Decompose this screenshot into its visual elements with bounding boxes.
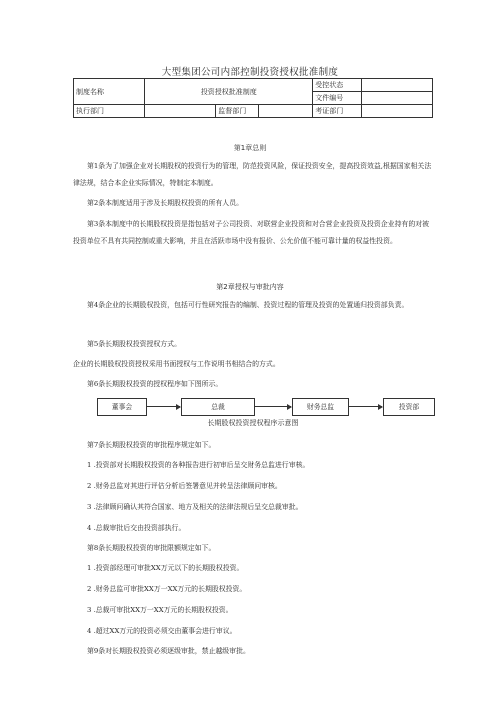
flow-node-cfo: 财务总监 bbox=[292, 398, 349, 416]
flow-node-board: 董事会 bbox=[97, 398, 147, 416]
chapter-2-heading: 第2章授权与审批内容 bbox=[216, 283, 284, 291]
article-1: 第1条为了加强企业对长期股权的投资行为的管理，防范投资风险，保证投资安全，提高投资效益,根据国家相关法律法规，结合本企业实际情况，特制定本制度。 bbox=[73, 162, 432, 187]
flow-arrow bbox=[348, 406, 382, 407]
kaozheng-label: 考证部门 bbox=[313, 105, 362, 118]
jiandu-value bbox=[259, 105, 313, 118]
article-8-item: 1 .投资部经理可审批XX万元以下的长期股权投资。 bbox=[87, 564, 244, 572]
article-3: 第3条本制度中的长期股权投资是指包括对子公司投资、对联营企业投资和对合营企业投资及投资企业持有的对被投资单位不具有共同控制或重大影响，并且在活跃市场中没有报价、公允价值不能可靠计量的权益性投资。 bbox=[73, 220, 430, 245]
shoukong-label: 受控状态 bbox=[313, 79, 362, 92]
zhidu-label: 制度名称 bbox=[74, 79, 145, 105]
article-6: 第6条长期股权投资的授权程序如下图所示。 bbox=[87, 380, 223, 388]
article-7-item: 2 .财务总监对其进行评估分析后签署意见并转呈法律顾问审核。 bbox=[87, 482, 282, 490]
flow-node-president: 总裁 bbox=[181, 398, 255, 416]
flow-arrow bbox=[146, 406, 180, 407]
zhidu-value: 投资授权批准制度 bbox=[145, 79, 313, 105]
wenjian-value bbox=[362, 92, 433, 105]
zhixing-value bbox=[145, 105, 216, 118]
shoukong-value bbox=[362, 79, 433, 92]
zhixing-label: 执行部门 bbox=[74, 105, 145, 118]
chapter-1-heading: 第1章总则 bbox=[233, 144, 267, 152]
article-8-item: 4 .超过XX万元的投资必须交由董事会进行审议。 bbox=[87, 627, 237, 635]
article-7: 第7条长期股权投资的审批程序规定如下。 bbox=[87, 441, 216, 449]
article-7-item: 4 .总裁审批后交由投资部执行。 bbox=[87, 524, 186, 532]
article-7-item: 3 .法律顾问确认其符合国家、地方及相关的法律法规后呈交总裁审批。 bbox=[87, 503, 303, 511]
article-5: 第5条长期股权投资授权方式。 bbox=[87, 340, 181, 348]
article-5-detail: 企业的长期股权投资授权采用书面授权与工作说明书相结合的方式。 bbox=[73, 360, 280, 368]
article-9: 第9条对长期股权投资必须逐级审批，禁止越级审批。 bbox=[87, 647, 250, 655]
article-8: 第8条长期股权投资的审批限额规定如下。 bbox=[87, 544, 216, 552]
article-8-item: 2 .财务总监可审批XX万一XX万元的长期股权投资。 bbox=[87, 585, 247, 593]
flow-caption: 长期股权投资授权程序示意图 bbox=[207, 419, 299, 427]
document-info-table bbox=[73, 78, 433, 118]
flow-node-investment-dept: 投资部 bbox=[383, 398, 435, 416]
article-7-item: 1 .投资部对长期股权投资的各种报告进行初审后呈交财务总监进行审核。 bbox=[87, 461, 310, 469]
article-4: 第4条企业的长期股权投资，包括可行性研究报告的编制、投资过程的管理及投资的处置通归投资部负责。 bbox=[87, 301, 409, 309]
document-title: 大型集团公司内部控制投资授权批准制度 bbox=[161, 67, 339, 78]
article-8-item: 3 .总裁可审批XX万一XX万元的长期股权投资。 bbox=[87, 606, 233, 614]
authorization-flow-diagram bbox=[73, 398, 433, 438]
article-2: 第2条本制度适用于涉及长期股权投资的所有人员。 bbox=[87, 199, 243, 207]
flow-arrow bbox=[254, 406, 291, 407]
kaozheng-value bbox=[362, 105, 433, 118]
wenjian-label: 文件编号 bbox=[313, 92, 362, 105]
jiandu-label: 监督部门 bbox=[216, 105, 259, 118]
